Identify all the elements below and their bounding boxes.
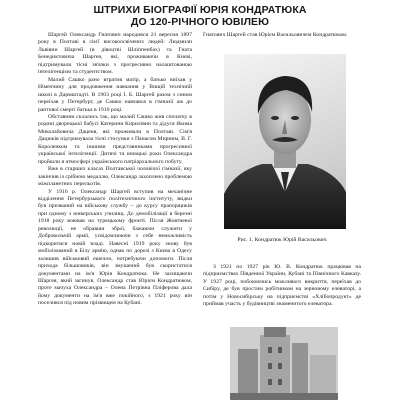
paragraph-5: У 1916 р. Олександр Шаргей вступив на механічне відділення Петербурзького політехнічного інституту, звідки був призваний на військову службу – до курсу прапорщиків при одному з юнкерських училищ. До демобілізації в березні 1918 року воював на турецькому фронті. Після Жовтневої революції, не обравши зброї, бажаючи служити у Добровольчій армії, усвідомлюючи з себе неможливість підкоритися новій владі. Навесні 1919 року знову був мобілізований в Білу армію, однак по дорозі з Києва в Одесу залишив військовий ешелон, потребуючи допомоги. Після прихода більшовиків, він змушений був скористатися документами на ім'я Юрія Кондратюка. Не захищаючи Шаргея, який загинув, Олександр став Юрієм Кондратюком, проте мачуха Олександра – Олена Петрівна Пліферова дала йому документи на ім'я вже покійного, з 1921 року він поселився під новим прізвищем на Кубані. — [38, 188, 192, 307]
portrait-photo — [224, 54, 346, 229]
portrait-illustration — [224, 54, 346, 229]
right-text-middle — [203, 264, 361, 318]
paragraph-3: Обставини склались так, що малий Сашко жив спочатку в родині дворецької бабусі Катерини Кирилівни та дідуся Якима Миколайовича Даценя, які проживали в Полтаві. Сім'я Дацюків підтримувала тісні стосунки з Панасом Мирним, В. Г. Короленком та іншими представниками прогресивної української інтелігенції. Дитячі та юнацькі роки Олександра пройшли в атмосфері українського патріархального побуту. — [38, 113, 192, 165]
right-paragraph-2: З 1921 по 1927 рік Ю. В. Кондратюк працював на підприємствах Південної України, Кубані та Північного Кавказу. У 1927 році, побоюючись можливого викриття, переїхав до Сибіру, де був простим робітником на зерновому елеваторі, а потім у Новосибірську на підприємстві «Хлібопродукт» де приймав участь у будівництві знаменитого елеватора. — [203, 264, 361, 308]
paragraph-2: Малий Сашко рано втратив матір, а батько виїхав у Німеччину для продовження навчання у Вищій технічній школі в Дармштадті. В 1903 році І. Б. Шаргей разом з сином переїхав у Петербург, де Сашко навчався в гімназії аж до раптової смерті батька в 1910 році. — [38, 76, 192, 113]
article-title — [0, 4, 400, 28]
paragraph-1: Шаргей Олександр Гнатович народився 21 вересня 1897 року в Полтаві в сім'ї високоосвічених людей: Людмили Львівни Шаргей (в дівоцтві Шліппенбах) та Гната Бенедиктовича Шаргея, які, проживаючи в Києві, підтримували тісні зв'язки з прогресивно налаштованою інтелігенцією та студентством. — [38, 32, 192, 76]
title-line-1: ШТРИХИ БІОГРАФІЇ ЮРІЯ КОНДРАТЮКА — [93, 4, 307, 16]
title-line-2: ДО 120-РІЧНОГО ЮВІЛЕЮ — [130, 16, 270, 28]
right-paragraph-1: Гнатович Шаргей став Юрієм Васильовичем Кондратюком. — [203, 32, 348, 38]
elevator-illustration — [230, 327, 338, 400]
right-text-top — [203, 32, 361, 52]
paragraph-4: Вже в старших класах Полтавської чоловічої гімназії, яку закінчив із срібною медаллю, Олександр захоплено проблемою міжпланетних перельотів. — [38, 166, 192, 188]
elevator-photo — [230, 327, 338, 400]
left-text-column — [38, 32, 192, 400]
photo-caption: Рис. 1. Кондратюк Юрій Васильович — [237, 237, 327, 243]
